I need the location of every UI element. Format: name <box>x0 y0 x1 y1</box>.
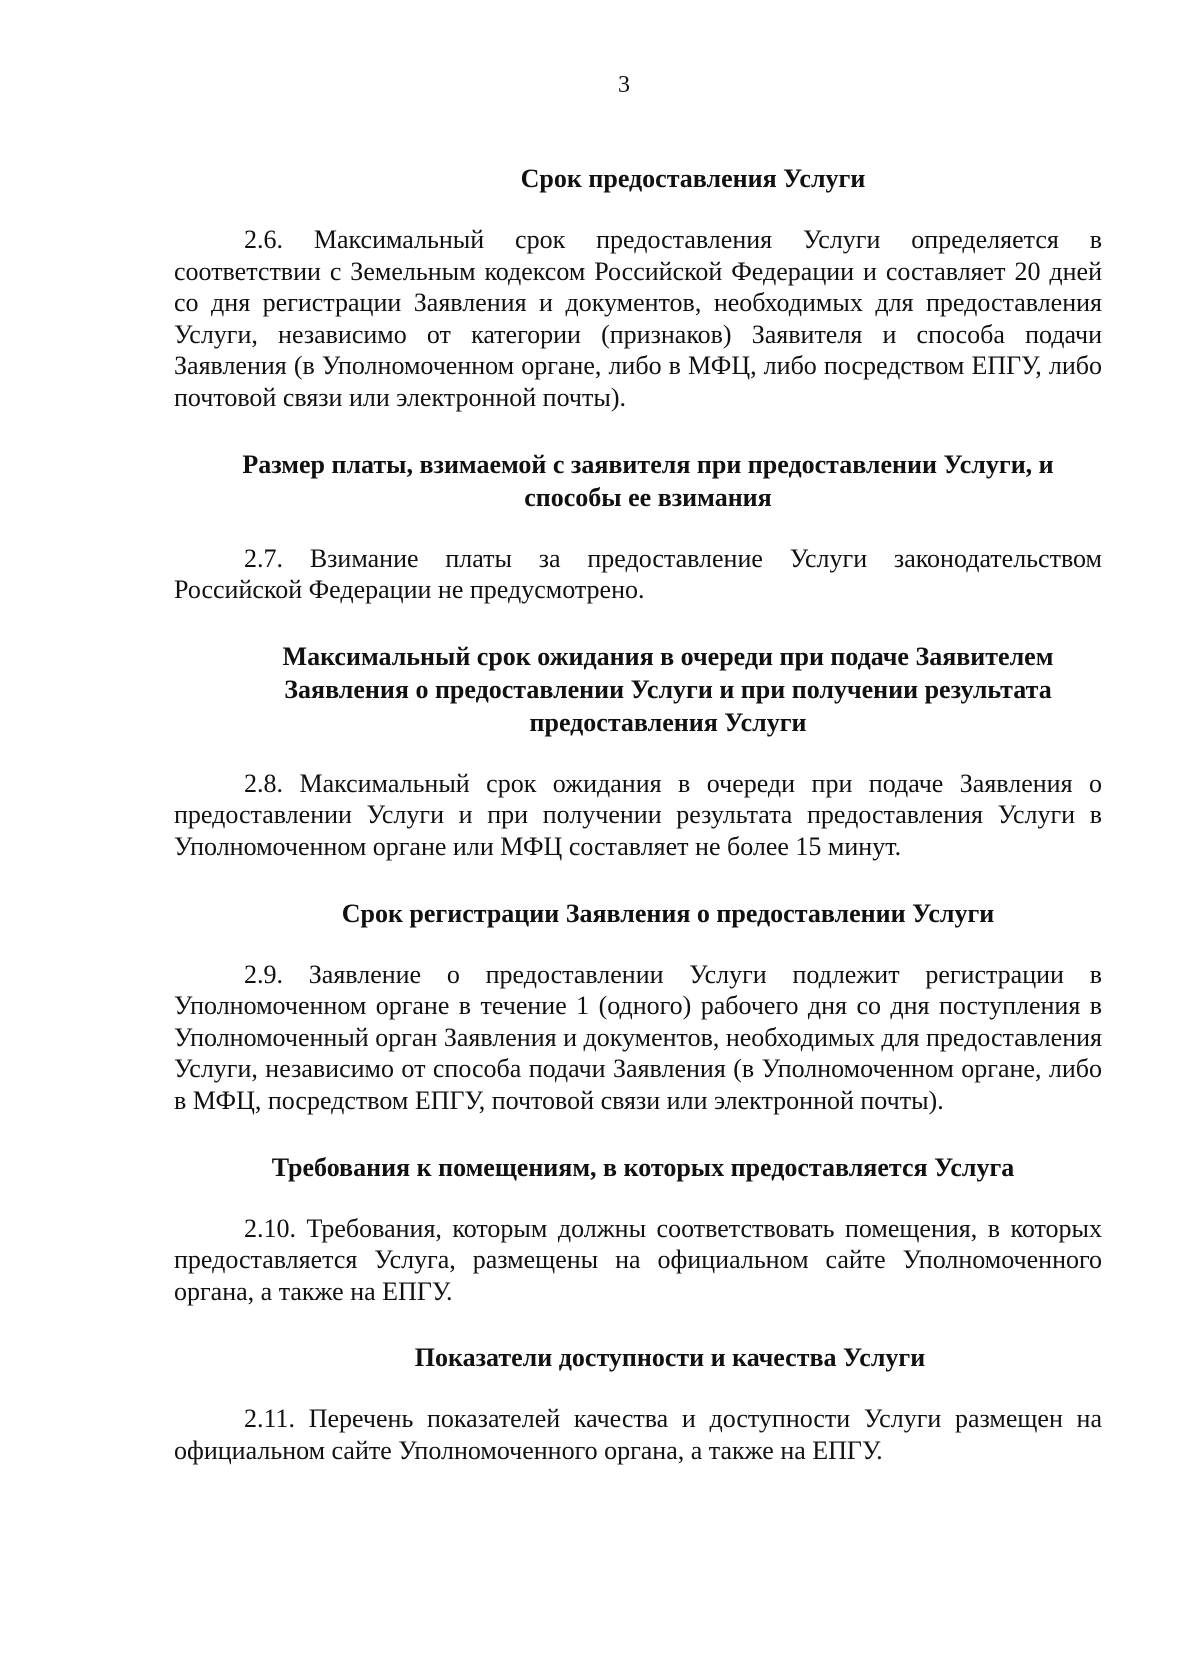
section-premises <box>174 1151 1102 1308</box>
section-heading: Размер платы, взимаемой с заявителя при предоставлении Услуги, и способы ее взимания <box>242 449 1054 512</box>
section-registration-term <box>174 897 1102 1117</box>
section-heading: Максимальный срок ожидания в очереди при подаче Заявителем Заявления о предоставлении Услуги и при получении результата предоставления Услуги <box>282 641 1054 737</box>
section-paragraph: 2.8. Максимальный срок ожидания в очереди при подаче Заявления о предоставлении Услуги и при получении результата предоставления Услуги в Уполномоченном органе или МФЦ составляет не более 15 минут. <box>174 768 1102 861</box>
section-quality-indicators <box>174 1341 1102 1466</box>
section-paragraph: 2.10. Требования, которым должны соответствовать помещения, в которых предоставляется Услуга, размещены на официальном сайте Уполномоченного органа, а также на ЕПГУ. <box>174 1213 1102 1306</box>
section-heading: Срок регистрации Заявления о предоставлении Услуги <box>341 898 995 928</box>
section-queue-time <box>174 640 1102 863</box>
section-heading: Требования к помещениям, в которых предоставляется Услуга <box>271 1152 1015 1182</box>
section-paragraph: 2.6. Максимальный срок предоставления Услуги определяется в соответствии с Земельным кодексом Российской Федерации и составляет 20 дней со дня регистрации Заявления и документов, необходимых для предоставления Услуги, независимо от категории (признаков) Заявителя и способа подачи Заявления (в Уполномоченном органе, либо в МФЦ, либо посредством ЕПГУ, либо почтовой связи или электронной почты). <box>174 225 1102 412</box>
document-body <box>174 162 1102 1466</box>
section-heading: Показатели доступности и качества Услуги <box>414 1343 926 1373</box>
section-heading: Срок предоставления Услуги <box>520 164 866 193</box>
section-service-term <box>174 162 1102 414</box>
section-fee <box>174 448 1102 606</box>
section-paragraph: 2.7. Взимание платы за предоставление Услуги законодательством Российской Федерации не предусмотрено. <box>174 543 1102 605</box>
section-paragraph: 2.9. Заявление о предоставлении Услуги подлежит регистрации в Уполномоченном органе в течение 1 (одного) рабочего дня со дня поступления в Уполномоченный орган Заявления и документов, необходимых для предоставления Услуги, независимо от способа подачи Заявления (в Уполномоченном органе, либо в МФЦ, посредством ЕПГУ, почтовой связи или электронной почты). <box>174 959 1103 1115</box>
page-number: 3 <box>618 72 630 98</box>
section-paragraph: 2.11. Перечень показателей качества и доступности Услуги размещен на официальном сайте Уполномоченного органа, а также на ЕПГУ. <box>174 1404 1102 1465</box>
